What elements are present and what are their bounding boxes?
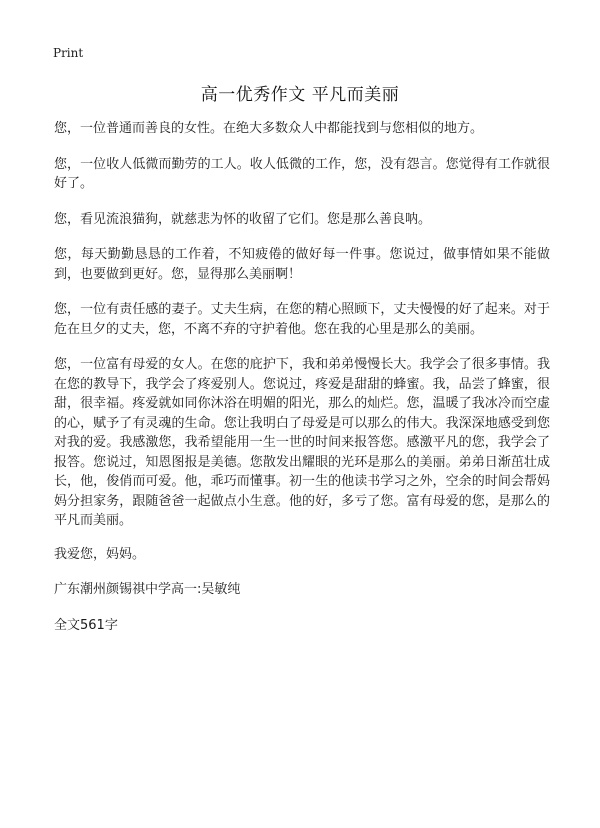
article-body	[54, 119, 550, 635]
closing-line: 我爱您，妈妈。	[54, 546, 146, 562]
author-line: 广东潮州颜锡祺中学高一:吴敏纯	[54, 582, 241, 597]
paragraph: 您，每天勤勤恳恳的工作着，不知疲倦的做好每一件事。您说过，做事情如果不能做到，也要做到更好。您，显得那么美丽啊！	[54, 247, 550, 282]
paragraph: 您，看见流浪猫狗，就慈悲为怀的收留了它们。您是那么善良呐。	[54, 211, 432, 227]
page-title: 高一优秀作文 平凡而美丽	[200, 85, 400, 105]
print-link[interactable]: Print	[53, 46, 84, 60]
paragraph: 您，一位富有母爱的女人。在您的庇护下，我和弟弟慢慢长大。我学会了很多事情。我在您的教导下，我学会了疼爱别人。您说过，疼爱是甜甜的蜂蜜。我，品尝了蜂蜜，很甜，很幸福。疼爱就如同你沐浴在明媚的阳光，那么的灿烂。您，温暖了我冰冷而空虚的心，赋予了有灵魂的生命。您让我明白了母爱是可以那么的伟大。我深深地感受到您对我的爱。我感激您，我希望能用一生一世的时间来报答您。感激平凡的您，我学会了报答。您说过，知恩图报是美德。您散发出耀眼的光环是那么的美丽。弟弟日渐茁壮成长，他，俊俏而可爱。他，乖巧而懂事。初一生的他读书学习之外，空余的时间会帮妈妈分担家务，跟随爸爸一起做点小生意。他的好，多亏了您。富有母爱的您，是那么的平凡而美丽。	[54, 357, 550, 528]
paragraph: 您，一位收人低微而勤劳的工人。收人低微的工作，您，没有怨言。您觉得有工作就很好了。	[54, 156, 550, 191]
paragraph: 您，一位有责任感的妻子。丈夫生病，在您的精心照顾下，丈夫慢慢的好了起来。对于危在旦夕的丈夫，您，不离不弃的守护着他。您在我的心里是那么的美丽。	[54, 302, 550, 337]
paragraph: 您，一位普通而善良的女性。在绝大多数众人中都能找到与您相似的地方。	[54, 121, 484, 136]
word-count: 全文561字	[54, 617, 118, 633]
